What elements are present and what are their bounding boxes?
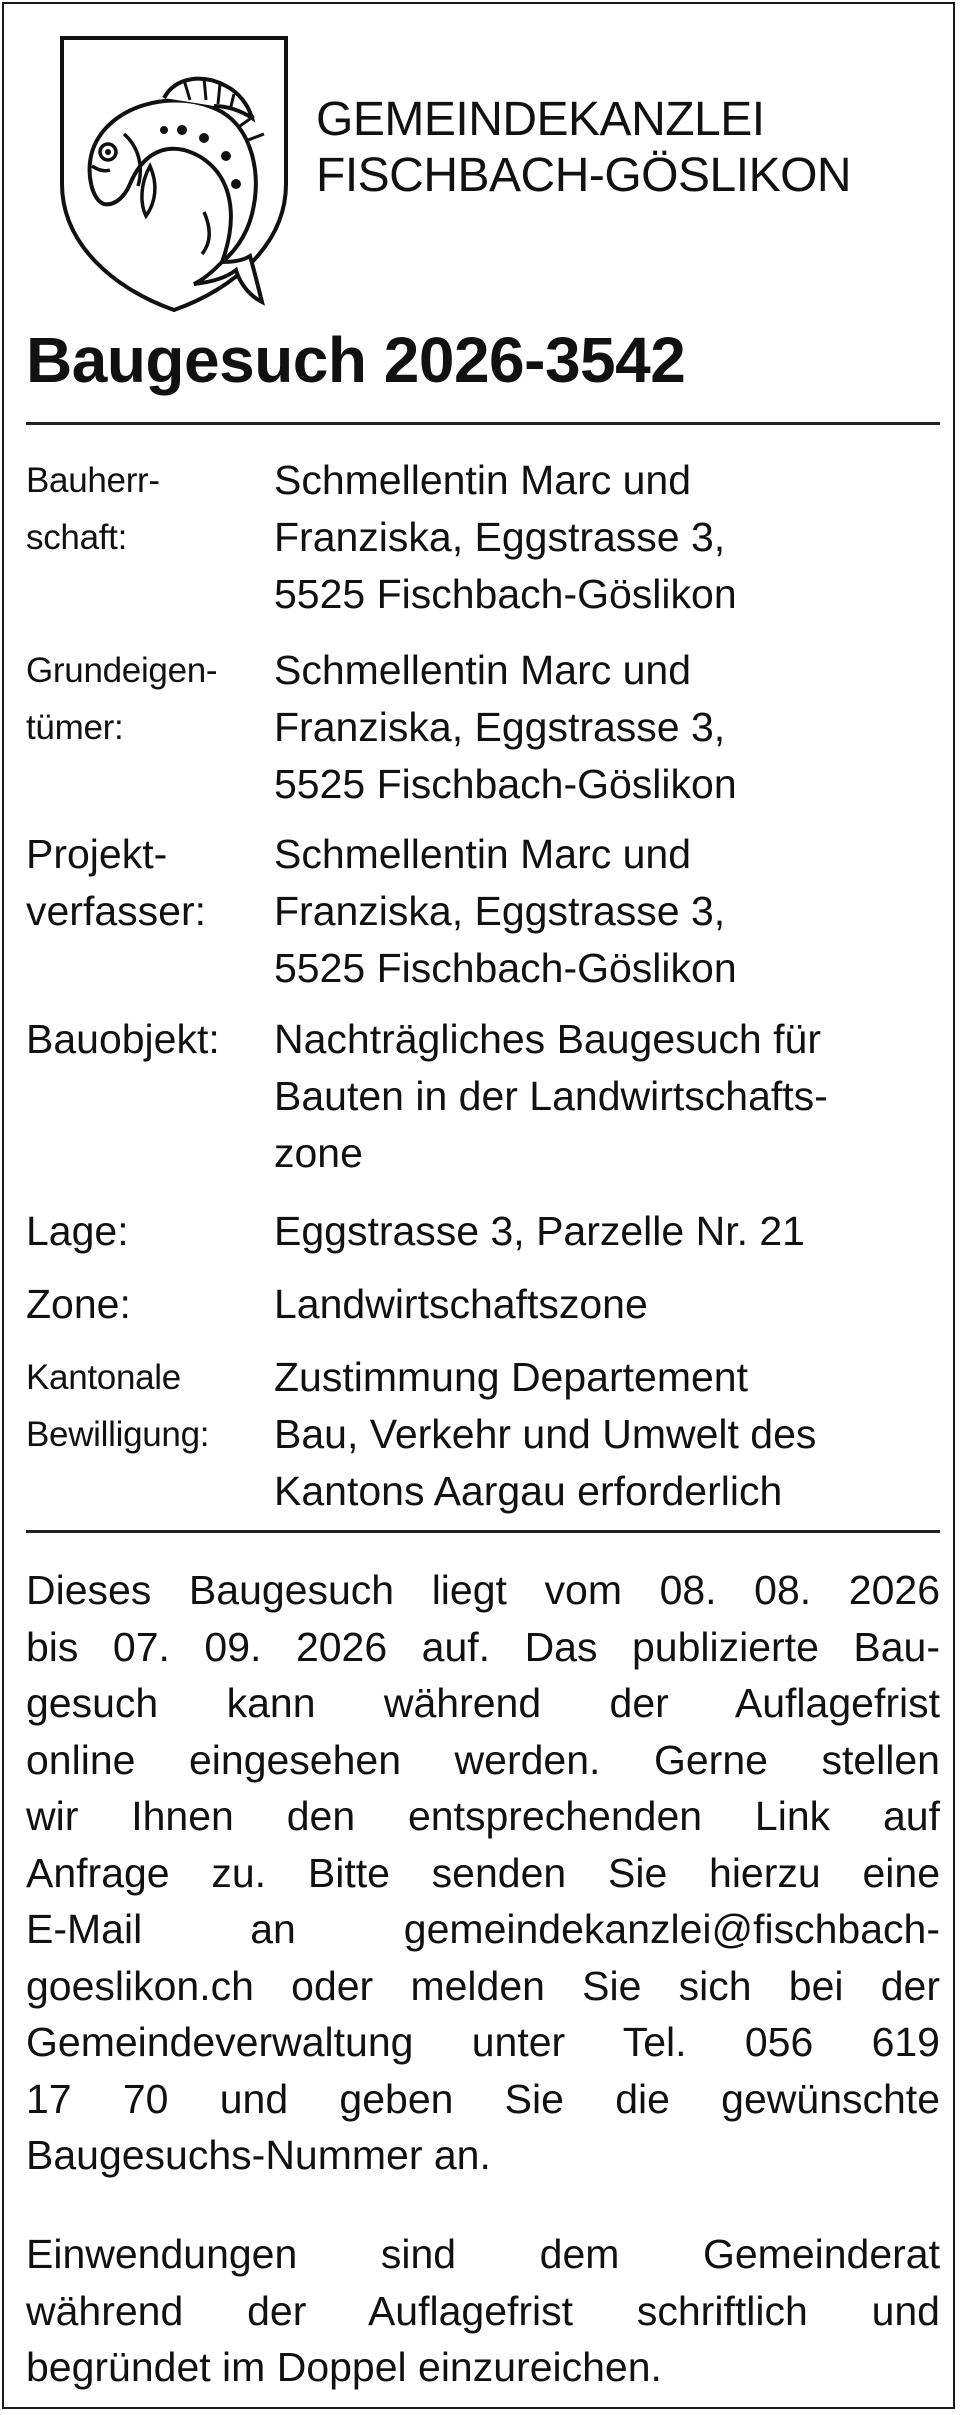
field-label [26,1011,220,1068]
field-value-line: Eggstrasse 3, Parzelle Nr. 21 [274,1208,805,1254]
field-value-line: 5525 Fischbach-Göslikon [274,571,737,617]
field-label [26,1349,209,1463]
municipality-line-1: GEMEINDEKANZLEI [316,93,765,146]
field-value-line: Kantons Aargau erforderlich [274,1468,783,1514]
field-label-line: schaft: [26,518,128,557]
divider-top [26,422,940,425]
field-value-line: 5525 Fischbach-Göslikon [274,945,737,991]
notice-paragraph-2 [26,2226,940,2396]
field-value-line: Franziska, Eggstrasse 3, [274,888,726,934]
field-value-line: Nachträgliches Baugesuch für [274,1016,821,1062]
field-value [274,642,944,813]
notice-line: begründet im Doppel einzureichen. [26,2344,662,2390]
field-value-line: Bau, Verkehr und Umwelt des [274,1411,817,1457]
field-value-line: Franziska, Eggstrasse 3, [274,514,726,560]
municipality-name [316,92,851,204]
notice-line: Dieses Baugesuch liegt vom 08. 08. 2026 [26,1567,940,1613]
notice-line: online eingesehen werden. Gerne stellen [26,1736,940,1783]
field-value-line: 5525 Fischbach-Göslikon [274,761,737,807]
notice-frame [2,2,955,2409]
notice-line: Einwendungen sind dem Gemeinderat [26,2231,940,2277]
field-value [274,1011,944,1182]
field-label [26,1203,129,1260]
divider-bottom [26,1530,940,1533]
field-value-line: Bauten in der Landwirtschafts- [274,1073,828,1119]
field-label-line: tümer: [26,708,124,747]
field-value [274,1276,944,1333]
field-value-line: Franziska, Eggstrasse 3, [274,704,726,750]
field-label-line: Bewilligung: [26,1415,210,1454]
field-label-line: Bauherr- [26,461,160,500]
notice-paragraph-1 [26,1562,940,2184]
municipality-line-2: FISCHBACH-GÖSLIKON [316,149,852,202]
field-value-line: zone [274,1130,363,1176]
page-title: Baugesuch 2026-3542 [26,324,686,396]
notice-line: Baugesuchs-Nummer an. [26,2132,491,2178]
field-label-line: Projekt- [26,831,168,877]
field-label-line: Bauobjekt: [26,1016,220,1062]
field-label [26,1276,131,1333]
field-label-line: Grundeigen- [26,651,218,690]
notice-line: E-Mail an gemeindekanzlei@fischbach- [26,1906,940,1952]
field-label [26,826,206,940]
field-label-line: verfasser: [26,888,206,934]
fish-coat-of-arms-icon [54,34,294,314]
notice-line: wir Ihnen den entsprechenden Link auf [26,1793,940,1839]
header [34,34,934,314]
notice-line: während der Auflagefrist schriftlich und [26,2287,940,2334]
field-label [26,452,160,566]
notice-line: goeslikon.ch oder melden Sie sich bei der [26,1962,940,2009]
field-value [274,826,944,997]
field-value-line: Landwirtschaftszone [274,1281,648,1327]
notice-line: Anfrage zu. Bitte senden Sie hierzu eine [26,1849,940,1896]
notice-line: 17 70 und geben Sie die gewünschte [26,2075,940,2122]
notice-line: Gemeindeverwaltung unter Tel. 056 619 [26,2019,940,2065]
field-value-line: Schmellentin Marc und [274,831,692,877]
field-value [274,452,944,623]
field-label-line: Zone: [26,1281,131,1327]
notice-line: bis 07. 09. 2026 auf. Das publizierte Bau- [26,1623,940,1670]
field-label [26,642,217,756]
field-value-line: Zustimmung Departement [274,1354,748,1400]
notice-line: gesuch kann während der Auflagefrist [26,1680,940,1726]
field-label-line: Lage: [26,1208,129,1254]
field-value-line: Schmellentin Marc und [274,647,692,693]
field-value-line: Schmellentin Marc und [274,457,692,503]
field-value [274,1349,944,1520]
field-value [274,1203,944,1260]
field-label-line: Kantonale [26,1358,181,1397]
